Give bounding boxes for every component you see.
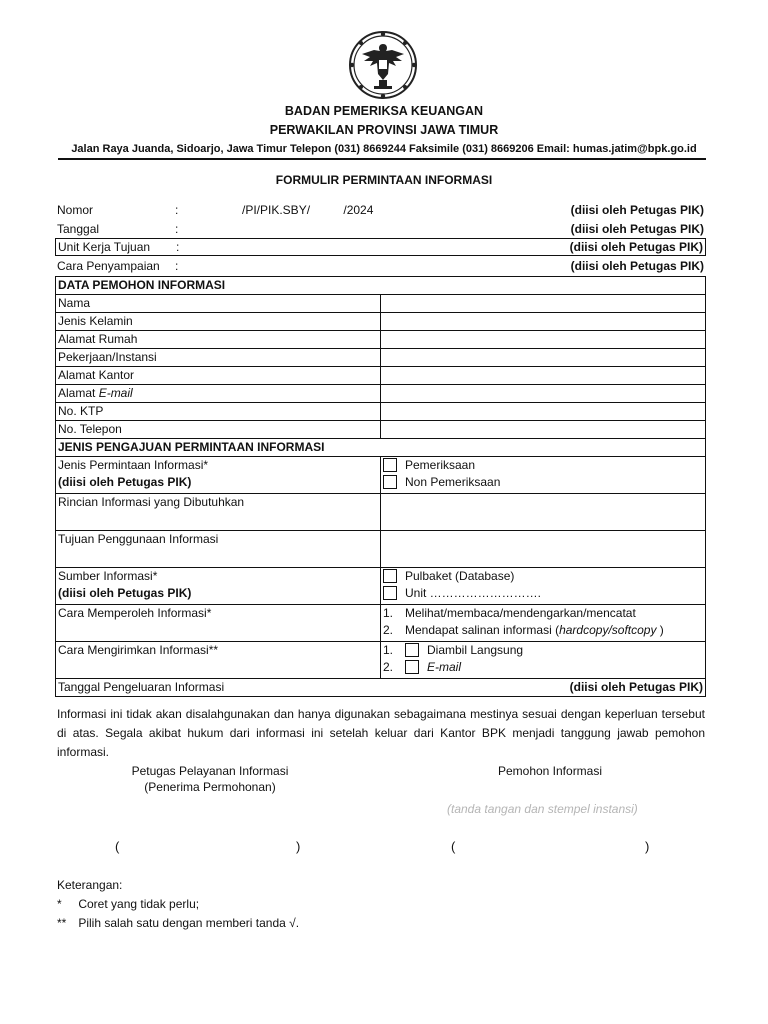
field-label: Pekerjaan/Instansi xyxy=(56,349,381,367)
officer-name-open: ( xyxy=(115,839,120,854)
header-divider xyxy=(58,158,706,160)
email-checkbox[interactable] xyxy=(405,660,419,674)
applicant-signature-block xyxy=(440,764,660,778)
pulbaket-label: Pulbaket (Database) xyxy=(405,569,515,583)
tanggal-label: Tanggal xyxy=(57,222,100,236)
note-marker: ** xyxy=(57,916,67,930)
option-number: 1. xyxy=(383,606,394,620)
melihat-option[interactable]: Melihat/membaca/mendengarkan/mencatat xyxy=(405,606,636,620)
pik-note: (diisi oleh Petugas PIK) xyxy=(570,259,704,273)
mengirim-label: Cara Mengirimkan Informasi** xyxy=(56,642,381,679)
salinan-text: Mendapat salinan informasi ( xyxy=(405,623,560,637)
table-row xyxy=(56,367,706,385)
cara-row xyxy=(55,257,706,275)
gender-field[interactable] xyxy=(381,313,706,331)
colon: : xyxy=(175,203,179,217)
tanggal-pengeluaran-label: Tanggal Pengeluaran Informasi xyxy=(58,680,225,694)
cara-label: Cara Penyampaian xyxy=(57,259,160,273)
pulbaket-checkbox[interactable] xyxy=(383,569,397,583)
note-1: Coret yang tidak perlu; xyxy=(78,897,200,911)
colon: : xyxy=(175,222,179,236)
sumber-options xyxy=(381,568,706,605)
statement-paragraph: Informasi ini tidak akan disalahgunakan dan hanya digunakan sebagaimana mestinya sesuai dengan keperluan tersebut di atas. Segala akibat hukum dari informasi ini setelah keluar dari Kantor BPK menjadi tanggung jawab pemohon informasi. xyxy=(57,707,705,759)
officer-subtitle: (Penerima Permohonan) xyxy=(144,780,276,794)
notes-title: Keterangan: xyxy=(57,878,123,892)
colon: : xyxy=(176,240,180,254)
field-label: Alamat Kantor xyxy=(56,367,381,385)
jenis-options xyxy=(381,457,706,494)
unit-checkbox[interactable] xyxy=(383,586,397,600)
field-label: Alamat Rumah xyxy=(56,331,381,349)
field-label: Jenis Kelamin xyxy=(56,313,381,331)
ktp-field[interactable] xyxy=(381,403,706,421)
request-form-table xyxy=(55,276,706,697)
notes-block xyxy=(57,876,299,933)
pik-note: (diisi oleh Petugas PIK) xyxy=(569,240,703,254)
pik-note: (diisi oleh Petugas PIK) xyxy=(570,222,704,236)
note-marker: * xyxy=(57,897,62,911)
officer-title: Petugas Pelayanan Informasi xyxy=(131,764,289,778)
memperoleh-options xyxy=(381,605,706,642)
pik-note: (diisi oleh Petugas PIK) xyxy=(58,475,192,489)
memperoleh-label: Cara Memperoleh Informasi* xyxy=(56,605,381,642)
option-number: 2. xyxy=(383,623,394,637)
tujuan-label: Tujuan Penggunaan Informasi xyxy=(56,531,381,568)
non-pemeriksaan-checkbox[interactable] xyxy=(383,475,397,489)
email-label xyxy=(56,385,381,403)
form-title: FORMULIR PERMINTAAN INFORMASI xyxy=(275,173,493,187)
nomor-label: Nomor xyxy=(57,203,94,217)
pengajuan-section-title: JENIS PENGAJUAN PERMINTAAN INFORMASI xyxy=(56,439,706,457)
salinan-italic: hardcopy/softcopy xyxy=(559,623,657,637)
sign-hint: (tanda tangan dan stempel instansi) xyxy=(447,802,638,816)
diambil-checkbox[interactable] xyxy=(405,643,419,657)
pik-note: (diisi oleh Petugas PIK) xyxy=(570,203,704,217)
phone-field[interactable] xyxy=(381,421,706,439)
table-row xyxy=(56,421,706,439)
pik-note: (diisi oleh Petugas PIK) xyxy=(569,680,703,694)
option-number: 2. xyxy=(383,660,394,674)
field-label: No. KTP xyxy=(56,403,381,421)
field-label: No. Telepon xyxy=(56,421,381,439)
colon: : xyxy=(175,259,179,273)
note-2: Pilih salah satu dengan memberi tanda √. xyxy=(78,916,300,930)
email-label-italic: E-mail xyxy=(98,386,133,400)
option-number: 1. xyxy=(383,643,394,657)
table-row xyxy=(56,679,706,697)
table-row xyxy=(56,568,706,605)
tanggal-pengeluaran-row xyxy=(56,679,706,697)
nama-field[interactable] xyxy=(381,295,706,313)
garuda-emblem-icon xyxy=(348,30,418,100)
nomor-value[interactable]: /PI/PIK.SBY/ /2024 xyxy=(242,203,374,217)
office-name: PERWAKILAN PROVINSI JAWA TIMUR xyxy=(269,123,499,137)
unit-label: Unit ………………………. xyxy=(405,586,542,600)
tanggal-row xyxy=(55,220,706,238)
jenis-label: Jenis Permintaan Informasi* xyxy=(58,458,209,472)
office-address: Jalan Raya Juanda, Sidoarjo, Jawa Timur Telepon (031) 8669244 Faksimile (031) 8669206 Email: humas.jatim@bpk.go.id xyxy=(71,143,697,155)
non-pemeriksaan-label: Non Pemeriksaan xyxy=(405,475,501,489)
table-row xyxy=(56,349,706,367)
table-row xyxy=(56,605,706,642)
field-label: Nama xyxy=(56,295,381,313)
email-label-prefix: Alamat xyxy=(58,386,99,400)
table-row xyxy=(56,531,706,568)
rincian-field[interactable] xyxy=(381,494,706,531)
table-row xyxy=(56,494,706,531)
rincian-label: Rincian Informasi yang Dibutuhkan xyxy=(56,494,381,531)
diambil-label: Diambil Langsung xyxy=(427,643,524,657)
unit-row xyxy=(55,238,706,256)
table-row xyxy=(56,385,706,403)
table-row xyxy=(56,313,706,331)
office-address-field[interactable] xyxy=(381,367,706,385)
sumber-label: Sumber Informasi* xyxy=(58,569,158,583)
mengirim-options xyxy=(381,642,706,679)
occupation-field[interactable] xyxy=(381,349,706,367)
salinan-suffix: ) xyxy=(656,623,664,637)
pemeriksaan-checkbox[interactable] xyxy=(383,458,397,472)
table-row xyxy=(56,331,706,349)
email-option-label: E-mail xyxy=(427,660,462,674)
applicant-title: Pemohon Informasi xyxy=(497,764,603,778)
officer-signature-block xyxy=(100,764,320,794)
table-row xyxy=(56,295,706,313)
officer-name-close: ) xyxy=(296,839,301,854)
jenis-label-cell xyxy=(56,457,381,494)
salinan-option[interactable] xyxy=(405,623,664,637)
org-name: BADAN PEMERIKSA KEUANGAN xyxy=(284,104,484,118)
nomor-row xyxy=(55,201,706,219)
pik-note: (diisi oleh Petugas PIK) xyxy=(58,586,192,600)
tujuan-field[interactable] xyxy=(381,531,706,568)
pemohon-section-title: DATA PEMOHON INFORMASI xyxy=(56,277,706,295)
applicant-name-close: ) xyxy=(645,839,650,854)
home-address-field[interactable] xyxy=(381,331,706,349)
applicant-name-open: ( xyxy=(451,839,456,854)
sumber-label-cell xyxy=(56,568,381,605)
email-field[interactable] xyxy=(381,385,706,403)
pemeriksaan-label: Pemeriksaan xyxy=(405,458,476,472)
unit-label: Unit Kerja Tujuan xyxy=(58,240,151,254)
table-row xyxy=(56,403,706,421)
table-row xyxy=(56,642,706,679)
table-row xyxy=(56,457,706,494)
